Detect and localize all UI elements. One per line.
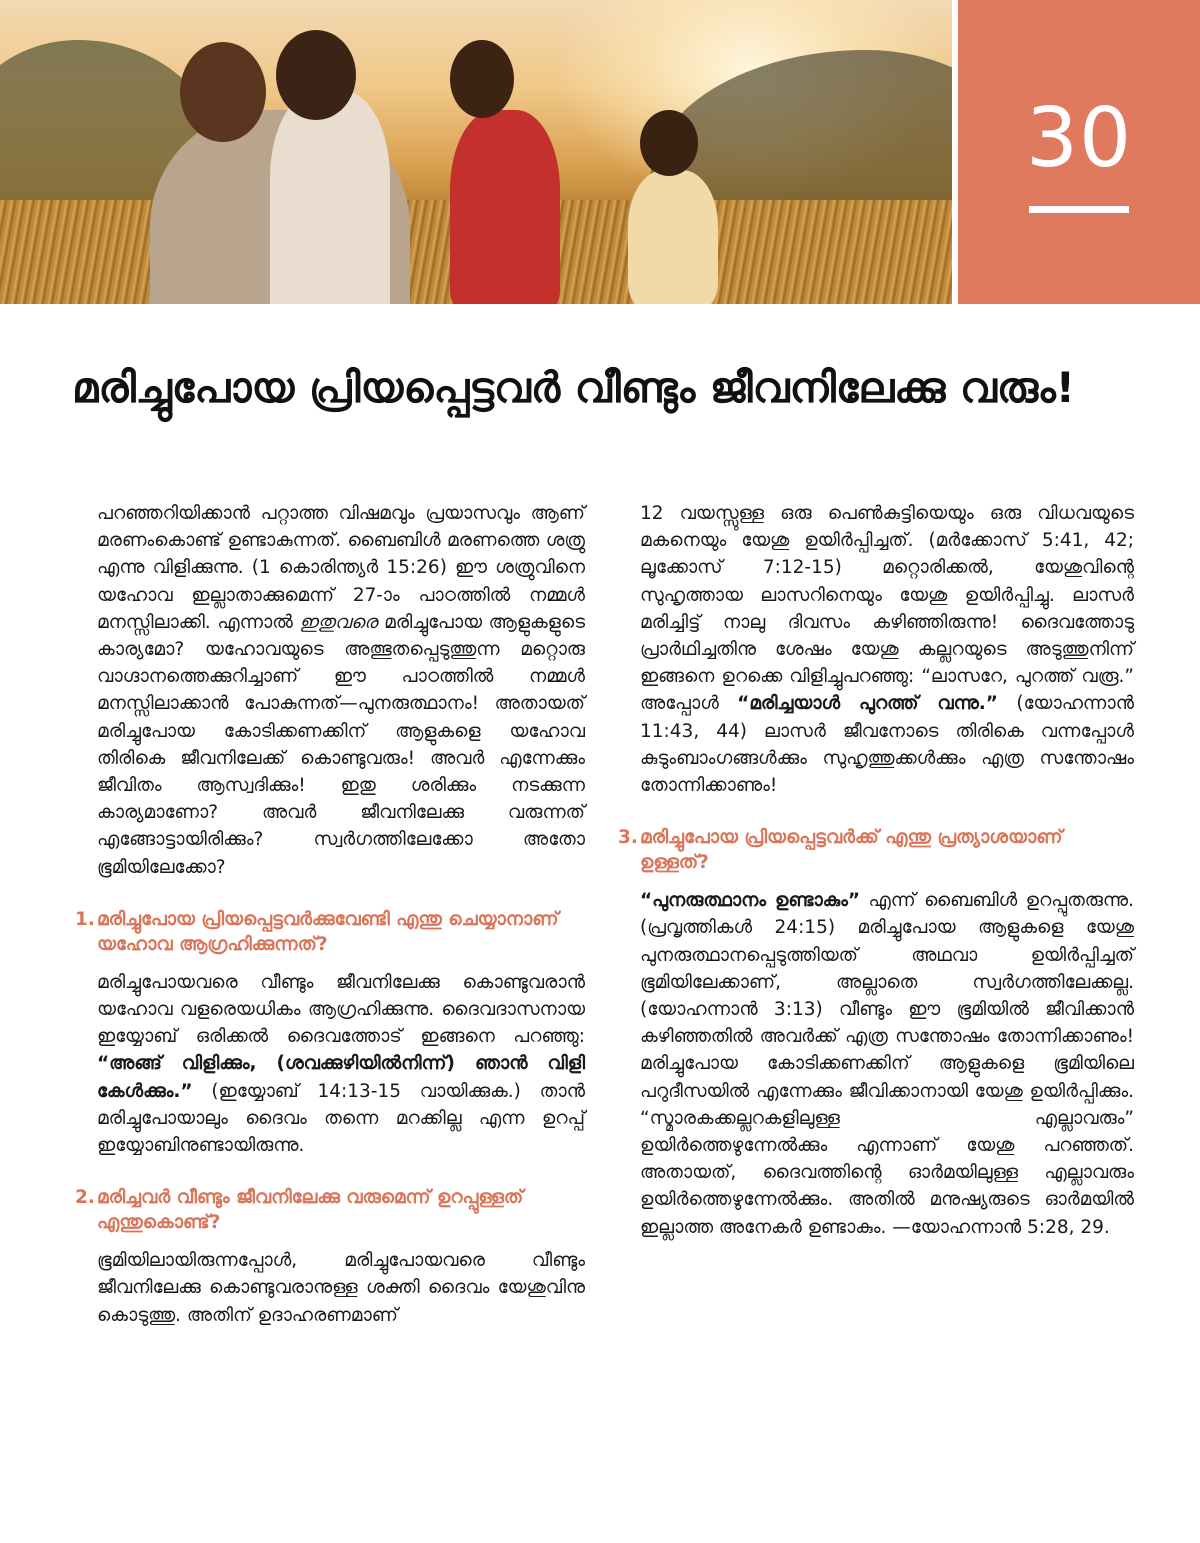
section-3-paragraph xyxy=(640,887,1134,1241)
section-1-quote: “അങ്ങ് വിളിക്കും, (ശവക്കുഴിയിൽനിന്ന്) ഞാൻ വിളി കേൾക്കും.” xyxy=(97,1053,585,1102)
mother-head xyxy=(450,40,514,118)
section-2-quote: “മരിച്ചയാൾ പുറത്ത് വന്നു.” xyxy=(737,693,998,715)
intro-emphasis: ഇതുവരെ xyxy=(299,611,378,633)
question-3-heading xyxy=(618,825,1134,875)
badge-underline xyxy=(1029,206,1129,213)
son-head xyxy=(276,30,356,120)
question-2-heading xyxy=(75,1185,585,1235)
section-2-paragraph-start xyxy=(97,1247,585,1329)
section-3-quote: “പുനരുത്ഥാനം ഉണ്ടാകും” xyxy=(640,890,861,912)
intro-text-2: മരിച്ചുപോയ ആളുകളുടെ കാര്യമോ? യഹോവയുടെ അത്ഭുതപ്പെടുത്തുന്ന മറ്റൊരു വാഗ്ദാനത്തെക്കുറിച്ചാണ് ഈ പാഠത്തിൽ നമ്മൾ മനസ്സിലാക്കാൻ പോകുന്നത്—പുനരുത്ഥാനം! അതായത് മരിച്ചുപോയ കോടിക്കണക്കിന് ആളുകളെ യഹോവ തിരികെ ജീവനിലേക്ക് കൊണ്ടുവരും! അവർ എന്നേക്കും ജീവിതം ആസ്വദിക്കും! ഇതു ശരിക്കും നടക്കുന്ന കാര്യമാണോ? അവർ ജീവനിലേക്കു വരുന്നത് എങ്ങോട്ടായിരിക്കും? സ്വർഗത്തിലേക്കോ അതോ ഭൂമിയിലേക്കോ? xyxy=(97,611,585,878)
son-figure xyxy=(270,90,390,304)
lesson-badge xyxy=(958,0,1200,304)
section-1-paragraph xyxy=(97,969,585,1159)
question-2-number: 2. xyxy=(75,1187,95,1209)
question-1-text: മരിച്ചുപോയ പ്രിയപ്പെട്ടവർക്കുവേണ്ടി എന്തു ചെയ്യാനാണ് യഹോവ ആഗ്രഹിക്കുന്നത്? xyxy=(97,908,559,955)
girl-head xyxy=(640,110,698,176)
section-2-paragraph-cont xyxy=(640,500,1134,799)
question-1-heading xyxy=(75,907,585,957)
section-2-text-a: ഭൂമിയിലായിരുന്നപ്പോൾ, മരിച്ചുപോയവരെ വീണ്ടും ജീവനിലേക്കു കൊണ്ടുവരാനുള്ള ശക്തി ദൈവം യേശുവിനു കൊടുത്തു. അതിന് ഉദാഹരണമാണ് xyxy=(97,1250,585,1326)
question-3-text: മരിച്ചുപോയ പ്രിയപ്പെട്ടവർക്ക് എന്തു പ്രത്യാശയാണ് ഉള്ളത്? xyxy=(640,827,1063,874)
hero-photo xyxy=(0,0,952,304)
section-2-text-b: (യോഹന്നാൻ 11:43, 44) ലാസർ ജീവനോടെ തിരികെ വന്നപ്പോൾ കുടുംബാംഗങ്ങൾക്കും സുഹൃത്തുക്കൾക്കും എത്ര സന്തോഷം തോന്നിക്കാണും! xyxy=(640,693,1134,797)
page-title: മരിച്ചുപോയ പ്രിയപ്പെട്ടവർ വീണ്ടും ജീവനിലേക്കു വരും! xyxy=(72,363,1075,412)
intro-paragraph xyxy=(97,500,585,881)
girl-figure xyxy=(628,170,718,304)
question-1-number: 1. xyxy=(75,908,95,930)
father-head xyxy=(180,42,266,142)
question-2-text: മരിച്ചവർ വീണ്ടും ജീവനിലേക്കു വരുമെന്ന് ഉറപ്പുള്ളത് എന്തുകൊണ്ട്? xyxy=(97,1187,524,1234)
lesson-number: 30 xyxy=(1025,91,1133,186)
section-2-text-cont: 12 വയസ്സുള്ള ഒരു പെൺകുട്ടിയെയും ഒരു വിധവയുടെ മകനെയും യേശു ഉയിർപ്പിച്ചത്. (മർക്കോസ് 5:41, 42; ലൂക്കോസ് 7:12-15) മറ്റൊരിക്കൽ, യേശുവിന്റെ സുഹൃത്തായ ലാസറിനെയും യേശു ഉയിർപ്പിച്ചു. ലാസർ മരിച്ചിട്ട് നാലു ദിവസം കഴിഞ്ഞിരുന്നു! ദൈവത്തോടു പ്രാർഥിച്ചതിനു ശേഷം യേശു കല്ലറയുടെ അടുത്തുനിന്ന് ഇങ്ങനെ ഉറക്കെ വിളിച്ചുപറഞ്ഞു: “ലാസറേ, പുറത്ത് വരൂ.” അപ്പോൾ xyxy=(640,503,1134,715)
question-3-number: 3. xyxy=(618,827,638,849)
left-column xyxy=(75,500,585,1329)
section-1-text-a: മരിച്ചുപോയവരെ വീണ്ടും ജീവനിലേക്കു കൊണ്ടുവരാൻ യഹോവ വളരെയധികം ആഗ്രഹിക്കുന്നു. ദൈവദാസനായ ഇയ്യോബ് ഒരിക്കൽ ദൈവത്തോട് ഇങ്ങനെ പറഞ്ഞു: xyxy=(97,971,585,1048)
section-1-text-b: (ഇയ്യോബ് 14:13-15 വായിക്കുക.) താൻ മരിച്ചുപോയാലും ദൈവം തന്നെ മറക്കില്ല എന്ന ഉറപ്പ് ഇയ്യോബിനുണ്ടായിരുന്നു. xyxy=(97,1080,585,1157)
mother-figure xyxy=(450,110,560,304)
section-3-text-b: എന്ന് ബൈബിൾ ഉറപ്പുതരുന്നു. (പ്രവൃത്തികൾ 24:15) മരിച്ചുപോയ ആളുകളെ യേശു പുനരുത്ഥാനപ്പെടുത്തിയത് അഥവാ ഉയിർപ്പിച്ചത് ഭൂമിയിലേക്കാണ്, അല്ലാതെ സ്വർഗത്തിലേക്കല്ല. (യോഹന്നാൻ 3:13) വീണ്ടും ഈ ഭൂമിയിൽ ജീവിക്കാൻ കഴിഞ്ഞതിൽ അവർക്ക് എത്ര സന്തോഷം തോന്നിക്കാണും! മരിച്ചുപോയ കോടിക്കണക്കിന് ആളുകളെ ഭൂമിയിലെ പറുദീസയിൽ എന്നേക്കും ജീവിക്കാനായി യേശു ഉയിർപ്പിക്കും. “സ്മാരകക്കല്ലറകളിലുള്ള എല്ലാവരും” ഉയിർത്തെഴുന്നേൽക്കും എന്നാണ് യേശു പറഞ്ഞത്. അതായത്, ദൈവത്തിന്റെ ഓർമയിലുള്ള എല്ലാവരും ഉയിർത്തെഴുന്നേൽക്കും. അതിൽ മനുഷ്യരുടെ ഓർമയിൽ ഇല്ലാത്ത അനേകർ ഉണ്ടാകും. —യോഹന്നാൻ 5:28, 29. xyxy=(640,890,1134,1238)
intro-text-1: പറഞ്ഞറിയിക്കാൻ പറ്റാത്ത വിഷമവും പ്രയാസവും ആണ് മരണംകൊണ്ട് ഉണ്ടാകുന്നത്. ബൈബിൾ മരണത്തെ ശത്രു എന്നു വിളിക്കുന്നു. (1 കൊരിന്ത്യർ 15:26) ഈ ശത്രുവിനെ യഹോവ ഇല്ലാതാക്കുമെന്ന് 27-ാം പാഠത്തിൽ നമ്മൾ മനസ്സിലാക്കി. എന്നാൽ xyxy=(97,503,585,633)
right-column xyxy=(618,500,1134,1241)
